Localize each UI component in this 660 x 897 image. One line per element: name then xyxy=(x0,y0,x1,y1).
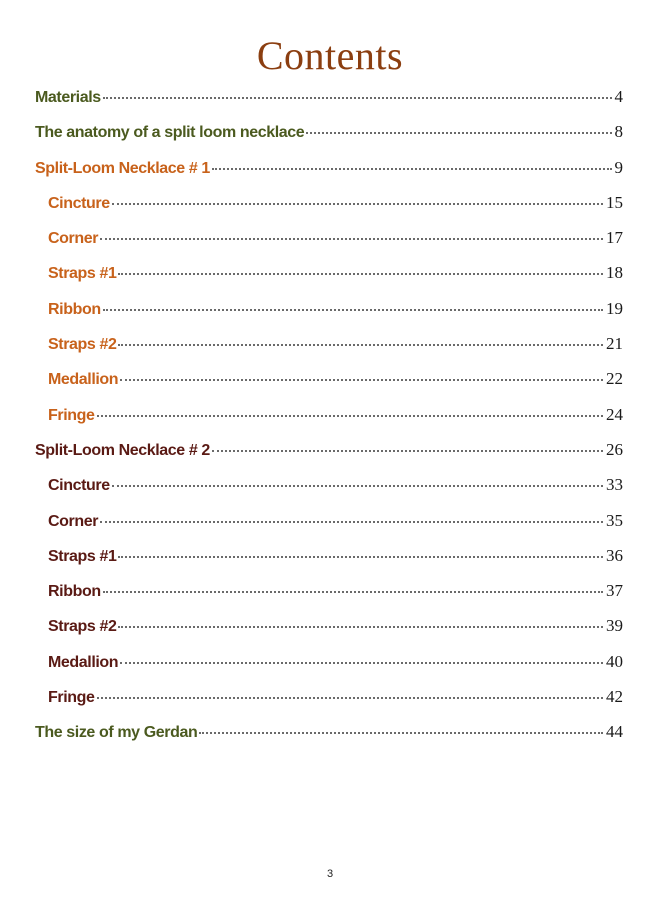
toc-entry-page: 22 xyxy=(606,369,623,389)
page-title: Contents xyxy=(256,33,404,78)
toc-entry-label: Cincture xyxy=(48,194,110,212)
dot-leader xyxy=(97,697,604,699)
toc-entry-label: Cincture xyxy=(48,477,110,495)
page-number: 3 xyxy=(326,868,334,880)
toc-entry[interactable] xyxy=(35,260,623,295)
toc-entry-label: The anatomy of a split loom necklace xyxy=(35,124,305,142)
toc-entry-page: 39 xyxy=(606,616,623,636)
toc-entry-label: Ribbon xyxy=(48,583,101,601)
toc-entry-page: 35 xyxy=(606,510,623,530)
toc-entry-label: Straps #1 xyxy=(48,547,117,565)
toc-entry-page: 33 xyxy=(606,475,623,495)
dot-leader xyxy=(103,97,612,99)
toc-entry[interactable] xyxy=(35,649,623,684)
toc-entry-page: 4 xyxy=(614,87,623,106)
toc-entry-label: Corner xyxy=(48,512,99,530)
toc-entry-page: 24 xyxy=(606,404,623,424)
toc-entry[interactable] xyxy=(35,719,623,754)
toc-entry-label: Straps #1 xyxy=(48,265,117,283)
dot-leader xyxy=(212,168,612,170)
toc-entry-page: 40 xyxy=(606,651,623,671)
toc-entry[interactable] xyxy=(35,578,623,613)
toc-entry-label: Corner xyxy=(48,230,99,248)
toc-entry-label: Split-Loom Necklace # 2 xyxy=(35,441,210,459)
toc-entry[interactable] xyxy=(35,472,623,507)
dot-leader xyxy=(118,626,603,628)
table-of-contents xyxy=(35,84,623,755)
toc-entry[interactable] xyxy=(35,366,623,401)
dot-leader xyxy=(100,521,603,523)
toc-entry[interactable] xyxy=(35,543,623,578)
toc-entry-page: 8 xyxy=(614,122,623,142)
toc-entry-page: 15 xyxy=(606,192,623,212)
toc-entry[interactable] xyxy=(35,225,623,260)
dot-leader xyxy=(120,379,603,381)
dot-leader xyxy=(112,485,603,487)
toc-entry-page: 18 xyxy=(606,263,623,283)
toc-entry[interactable] xyxy=(35,437,623,472)
toc-entry-page: 21 xyxy=(606,334,623,354)
dot-leader xyxy=(100,238,603,240)
toc-entry-page: 26 xyxy=(606,439,623,459)
toc-entry[interactable] xyxy=(35,190,623,225)
toc-entry[interactable] xyxy=(35,155,623,190)
toc-entry[interactable] xyxy=(35,331,623,366)
toc-entry[interactable] xyxy=(35,402,623,437)
dot-leader xyxy=(103,591,603,593)
dot-leader xyxy=(97,415,604,417)
toc-entry-page: 17 xyxy=(606,228,623,248)
toc-entry[interactable] xyxy=(35,684,623,719)
toc-entry[interactable] xyxy=(35,84,623,119)
dot-leader xyxy=(118,273,603,275)
toc-entry-page: 9 xyxy=(614,157,623,177)
toc-entry-page: 44 xyxy=(606,722,623,742)
toc-entry-label: Fringe xyxy=(48,406,95,424)
toc-entry-label: Medallion xyxy=(48,653,119,671)
dot-leader xyxy=(306,132,611,134)
toc-entry-label: Ribbon xyxy=(48,300,101,318)
dot-leader xyxy=(118,556,603,558)
toc-entry[interactable] xyxy=(35,508,623,543)
toc-entry-label: Straps #2 xyxy=(48,618,117,636)
toc-entry-label: Split-Loom Necklace # 1 xyxy=(35,159,210,177)
dot-leader xyxy=(120,662,603,664)
toc-entry[interactable] xyxy=(35,119,623,154)
dot-leader xyxy=(199,732,603,734)
toc-entry-label: Medallion xyxy=(48,371,119,389)
toc-entry-page: 19 xyxy=(606,298,623,318)
dot-leader xyxy=(118,344,603,346)
toc-entry-page: 36 xyxy=(606,545,623,565)
toc-entry[interactable] xyxy=(35,613,623,648)
toc-entry-label: Straps #2 xyxy=(48,336,117,354)
toc-entry-label: Materials xyxy=(35,89,101,106)
dot-leader xyxy=(212,450,603,452)
dot-leader xyxy=(103,309,603,311)
toc-entry-label: Fringe xyxy=(48,689,95,707)
toc-entry-label: The size of my Gerdan xyxy=(35,724,198,742)
toc-entry-page: 42 xyxy=(606,687,623,707)
dot-leader xyxy=(112,203,603,205)
toc-entry[interactable] xyxy=(35,296,623,331)
toc-entry-page: 37 xyxy=(606,581,623,601)
